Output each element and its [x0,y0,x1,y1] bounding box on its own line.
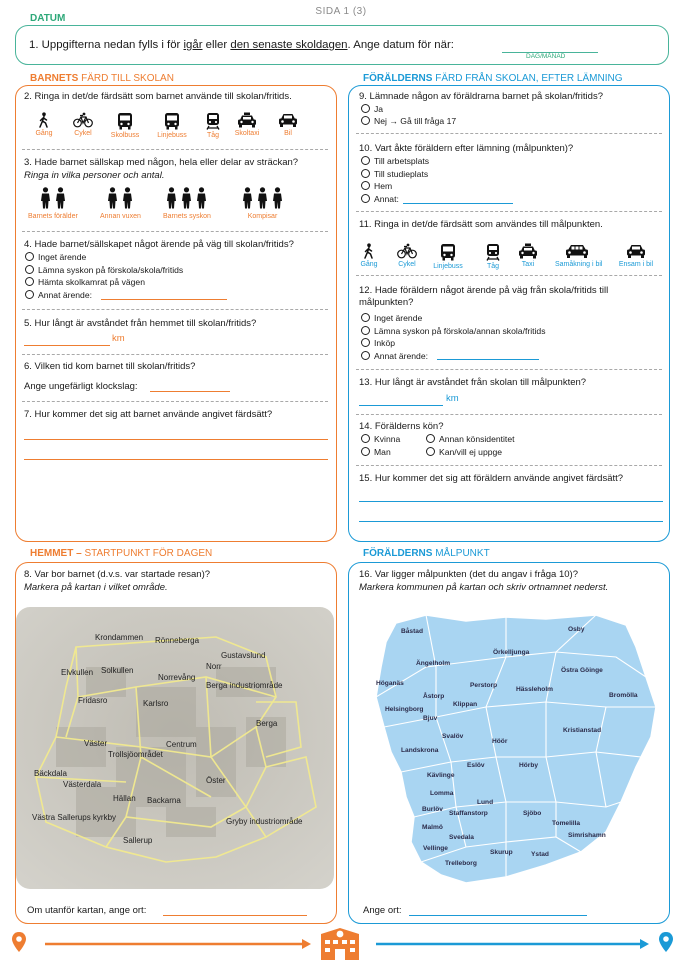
date-hint: DAG/MÅNAD [526,53,566,60]
map-label-sallerup: Sallerup [123,836,153,845]
kommun-orkelljunga: Örkelljunga [493,649,530,656]
radio[interactable] [361,116,370,125]
map-label-gustavslund: Gustavslund [221,651,266,660]
home-outside-line[interactable] [163,915,307,916]
mode-label: Cykel [398,261,416,268]
map-label-krondammen: Krondammen [95,633,144,642]
mode-label: Bil [284,130,292,137]
divider [22,309,328,310]
q14-ej-label: Kan/vill ej uppge [439,447,503,457]
radio[interactable] [361,181,370,190]
kommun-ostra-goinge: Östra Göinge [561,667,603,674]
mode-option-ensam-i-bil[interactable] [614,243,658,268]
map-label-karlsro: Karlsro [143,699,169,708]
school-icon [321,928,359,960]
skane-map[interactable] [356,607,672,889]
divider [356,133,662,134]
kommun-bromolla: Bromölla [609,692,638,699]
q9-yes-label: Ja [374,104,384,114]
q14-kvinna-label: Kvinna [374,434,401,444]
q13-input-line[interactable] [359,405,443,406]
mode-option-taxi[interactable] [506,243,550,268]
target-place-line[interactable] [409,915,587,916]
question-15: 15. Hur kommer det sig att föräldern använde angivet färdsätt? [359,473,624,484]
target-place-label: Ange ort: [363,905,402,916]
person-icon [240,187,285,212]
question-2: 2. Ringa in det/de färdsätt som barnet använde till skolan/fritids. [24,91,292,102]
q6-input-line[interactable] [150,391,230,392]
radio-option[interactable] [361,337,395,349]
company-option[interactable] [163,187,211,220]
q9-no-label: Nej → Gå till fråga 17 [374,116,457,126]
home-title-bold: HEMMET – [30,548,82,559]
kommun-burlov: Burlöv [422,806,443,813]
radio-option[interactable] [25,251,86,263]
kommun-skurup: Skurup [490,849,513,856]
kommun-astorp: Åstorp [423,693,445,700]
kommun-perstorp: Perstorp [470,682,498,689]
q10-other-line[interactable] [403,203,513,204]
map-label-vastra-sallerup: Västra Sallerups kyrkby [32,813,117,822]
radio-label: Till studieplats [374,168,429,179]
map-label-vasterdala: Västerdala [63,780,102,789]
radio[interactable] [361,313,370,322]
mode-option-bil[interactable] [266,112,310,137]
radio-option[interactable] [361,168,428,180]
q14-option-man[interactable] [361,446,391,458]
taxi-icon [506,243,550,259]
radio[interactable] [25,252,34,261]
map-label-backarna: Backarna [147,796,181,805]
car-icon [614,243,658,259]
q12-other-line[interactable] [437,359,539,360]
kommun-malmo: Malmö [422,824,443,831]
question-3: 3. Hade barnet sällskap med någon, hela eller delar av sträckan? [24,157,299,168]
q14-annan-label: Annan könsidentitet [439,434,515,444]
radio-label: Lämna syskon på förskola/skola/fritids [38,264,184,275]
target-title-bold: FÖRÄLDERNS [363,548,433,559]
person-icon [100,187,141,212]
company-label: Kompisar [247,213,278,220]
question-3-sub: Ringa in vilka personer och antal. [24,170,165,181]
child-title-bold: BARNETS [30,73,79,84]
child-title-rest: FÄRD TILL SKOLAN [78,73,174,84]
kommun-svedala: Svedala [449,834,474,841]
question-11: 11. Ringa in det/de färdsätt som användes till målpunkten. [359,219,603,230]
radio-option[interactable] [361,325,546,337]
radio[interactable] [25,265,34,274]
question-10: 10. Vart åkte föräldern efter lämning (målpunkten)? [359,143,574,154]
mode-label: Cykel [74,130,92,137]
area-map[interactable] [16,607,334,889]
radio-option[interactable] [361,193,399,205]
question-13: 13. Hur långt är avståndet från skolan till målpunkten? [359,377,587,388]
question-16-sub: Markera kommunen på kartan och skriv ortnamnet nederst. [359,582,609,593]
divider [22,401,328,402]
map-label-vaster: Väster [84,739,108,748]
radio-label: Hem [374,181,393,191]
q5-unit: km [112,333,125,344]
kommun-lomma: Lomma [430,790,454,797]
map-label-ronneberga: Rönneberga [155,636,200,645]
car-icon [266,112,310,128]
company-option[interactable] [100,187,141,220]
bicycle-icon [61,112,105,128]
radio-label: Annat ärende: [374,350,428,361]
q14-option-ej[interactable] [426,446,502,458]
map-label-gryby: Gryby industriområde [226,817,303,826]
kommun-kavlinge: Kävlinge [427,772,455,779]
map-label-norrevang: Norrevång [158,673,196,682]
company-label: Barnets förälder [28,213,78,220]
map-label-trollsjo: Trollsjöområdet [108,750,163,759]
kommun-hassleholm: Hässleholm [516,686,554,693]
kommun-lund: Lund [477,799,494,806]
q1-suffix: . Ange datum för när: [347,39,454,51]
kommun-kristianstad: Kristianstad [563,727,602,734]
mode-label: Skoltaxi [234,130,260,137]
q14-option-annan[interactable] [426,433,515,445]
kommun-ystad: Ystad [531,851,549,858]
person-icon [163,187,211,212]
question-4: 4. Hade barnet/sällskapet något ärende på väg till skolan/fritids? [24,239,294,250]
radio[interactable] [361,434,370,443]
radio[interactable] [361,326,370,335]
map-label-elvkullen: Elvkullen [61,668,94,677]
mode-option-linjebuss[interactable] [426,243,470,270]
question-5: 5. Hur långt är avståndet från hemmet till skolan/fritids? [24,318,257,329]
datum-title: DATUM [30,13,66,24]
kommun-osby: Osby [568,626,585,633]
map-label-centrum: Centrum [166,740,197,749]
kommun-angelholm: Ängelholm [416,660,451,667]
question-6-sub: Ange ungefärligt klockslag: [24,381,138,392]
kommun-trelleborg: Trelleborg [445,860,477,867]
taxi-icon [225,112,269,128]
home-outside-label: Om utanför kartan, ange ort: [27,905,147,916]
mode-label: Gång [360,261,378,268]
parent-title-rest: FÄRD FRÅN SKOLAN, EFTER LÄMNING [432,73,623,84]
mode-label: Skolbuss [110,132,140,139]
mode-label: Samåkning i bil [555,261,603,268]
mode-label: Ensam i bil [618,261,654,268]
kommun-bjuv: Bjuv [423,715,438,722]
bus-icon [426,243,470,261]
map-label-berga: Berga [256,719,278,728]
q9-option-no[interactable] [361,115,456,127]
radio[interactable] [361,156,370,165]
radio-label: Inköp [374,338,396,348]
radio-label: Inget ärende [374,313,423,323]
home-pin-icon [12,932,26,952]
page-number: SIDA 1 (3) [315,6,367,17]
q5-input-line[interactable] [24,345,110,346]
home-title-rest: STARTPUNKT FÖR DAGEN [81,548,213,559]
radio[interactable] [361,338,370,347]
map-label-backdala: Bäckdala [34,769,67,778]
q1-igar: igår [183,39,203,51]
map-label-solkullen: Solkullen [101,666,134,675]
q15-line-2[interactable] [359,521,663,522]
carpool-icon [555,243,599,259]
radio-label: Till arbetsplats [374,156,430,166]
radio-option[interactable] [361,180,392,192]
kommun-landskrona: Landskrona [401,747,439,754]
question-7: 7. Hur kommer det sig att barnet använde angivet färdsätt? [24,409,273,420]
radio[interactable] [361,104,370,113]
map-label-oster: Öster [206,776,226,785]
q1-senaste: den senaste skoldagen [230,39,348,51]
q7-line-1[interactable] [24,439,328,440]
question-8: 8. Var bor barnet (d.v.s. var startade resan)? [24,569,211,580]
kommun-simrishamn: Simrishamn [568,832,606,839]
q7-line-2[interactable] [24,459,328,460]
kommun-horby: Hörby [519,762,539,769]
question-16: 16. Var ligger målpunkten (det du angav i fråga 10)? [359,569,578,580]
radio-option[interactable] [25,264,183,276]
mode-option-skolbuss[interactable] [103,112,147,139]
journey-flow [10,928,676,962]
radio-option[interactable] [361,155,429,167]
person-icon [28,187,78,212]
kommun-eslov: Eslöv [467,762,485,769]
radio[interactable] [361,169,370,178]
parent-title-bold: FÖRÄLDERNS [363,73,433,84]
radio-label: Lämna syskon på förskola/annan skola/fritids [374,325,546,336]
bicycle-icon [385,243,429,259]
mode-label: Tåg [486,263,500,270]
target-pin-icon [659,932,673,952]
parent-section-title [363,73,622,84]
question-6: 6. Vilken tid kom barnet till skolan/fritids? [24,361,196,372]
divider [356,211,662,212]
radio-label: Hämta skolkamrat på vägen [38,277,145,287]
q13-unit: km [446,393,459,404]
divider [356,369,662,370]
mode-label: Taxi [521,261,535,268]
radio-option[interactable] [25,289,92,301]
radio-label: Inget ärende [38,252,87,262]
target-title-rest: MÅLPUNKT [432,548,490,559]
map-label-berga-industri: Berga industriområde [206,681,283,690]
map-label-norr: Norr [206,662,222,671]
question-8-sub: Markera på kartan i vilket område. [24,582,168,593]
q1-prefix: 1. Uppgifterna nedan fylls i för [29,39,184,51]
divider [356,465,662,466]
mode-option-cykel[interactable] [61,112,105,137]
home-section-title [30,548,212,559]
question-9: 9. Lämnade någon av föräldrarna barnet på skolan/fritids? [359,91,603,102]
question-14: 14. Förälderns kön? [359,421,444,432]
q14-man-label: Man [374,447,391,457]
radio[interactable] [361,447,370,456]
divider [22,354,328,355]
map-label-fridasro: Fridasro [78,696,108,705]
walk-icon [22,112,66,128]
mode-option-skoltaxi[interactable] [225,112,269,137]
mode-option-gång[interactable] [22,112,66,137]
mode-option-cykel[interactable] [385,243,429,268]
radio[interactable] [426,447,435,456]
mode-label: Tåg [206,132,220,139]
q14-option-kvinna[interactable] [361,433,400,445]
q15-line-1[interactable] [359,501,663,502]
radio[interactable] [25,290,34,299]
kommun-hoganas: Höganäs [376,680,404,687]
company-label: Barnets syskon [163,213,211,220]
question-12: 12. Hade föräldern något ärende på väg från skola/fritids till målpunkten? [359,285,609,308]
radio[interactable] [361,194,370,203]
kommun-sjobo: Sjöbo [523,810,542,817]
kommun-vellinge: Vellinge [423,845,448,852]
q1-mid: eller [202,39,231,51]
company-option[interactable] [28,187,78,220]
kommun-tomelilla: Tomelilla [552,820,581,827]
mode-label: Gång [35,130,53,137]
radio[interactable] [25,277,34,286]
kommun-hoor: Höör [492,738,508,745]
mode-label: Linjebuss [433,263,463,270]
radio-option[interactable] [361,312,422,324]
divider [22,231,328,232]
bus-icon [103,112,147,130]
kommun-helsingborg: Helsingborg [385,706,424,713]
kommun-svalov: Svalöv [442,733,464,740]
radio-label: Annat ärende: [38,289,92,300]
kommun-klippan: Klippan [453,701,478,708]
mode-option-linjebuss[interactable] [150,112,194,139]
mode-label: Linjebuss [157,132,187,139]
map-label-hallan: Hällan [113,794,136,803]
radio-option[interactable] [25,276,145,288]
q4-other-line[interactable] [101,299,227,300]
company-option[interactable] [240,187,285,220]
child-box [15,85,337,542]
mode-option-samåkning-i-bil[interactable] [555,243,603,268]
divider [356,275,662,276]
bus-icon [150,112,194,130]
kommun-staffanstorp: Staffanstorp [449,810,488,817]
q9-option-yes[interactable] [361,103,383,115]
child-section-title [30,73,174,84]
radio[interactable] [426,434,435,443]
kommun-bastad: Båstad [401,628,423,635]
radio-option[interactable] [361,350,428,362]
target-section-title [363,548,490,559]
divider [356,414,662,415]
question-1 [29,39,454,51]
divider [22,149,328,150]
radio[interactable] [361,351,370,360]
radio-label: Annat: [374,193,399,204]
company-label: Annan vuxen [100,213,141,220]
